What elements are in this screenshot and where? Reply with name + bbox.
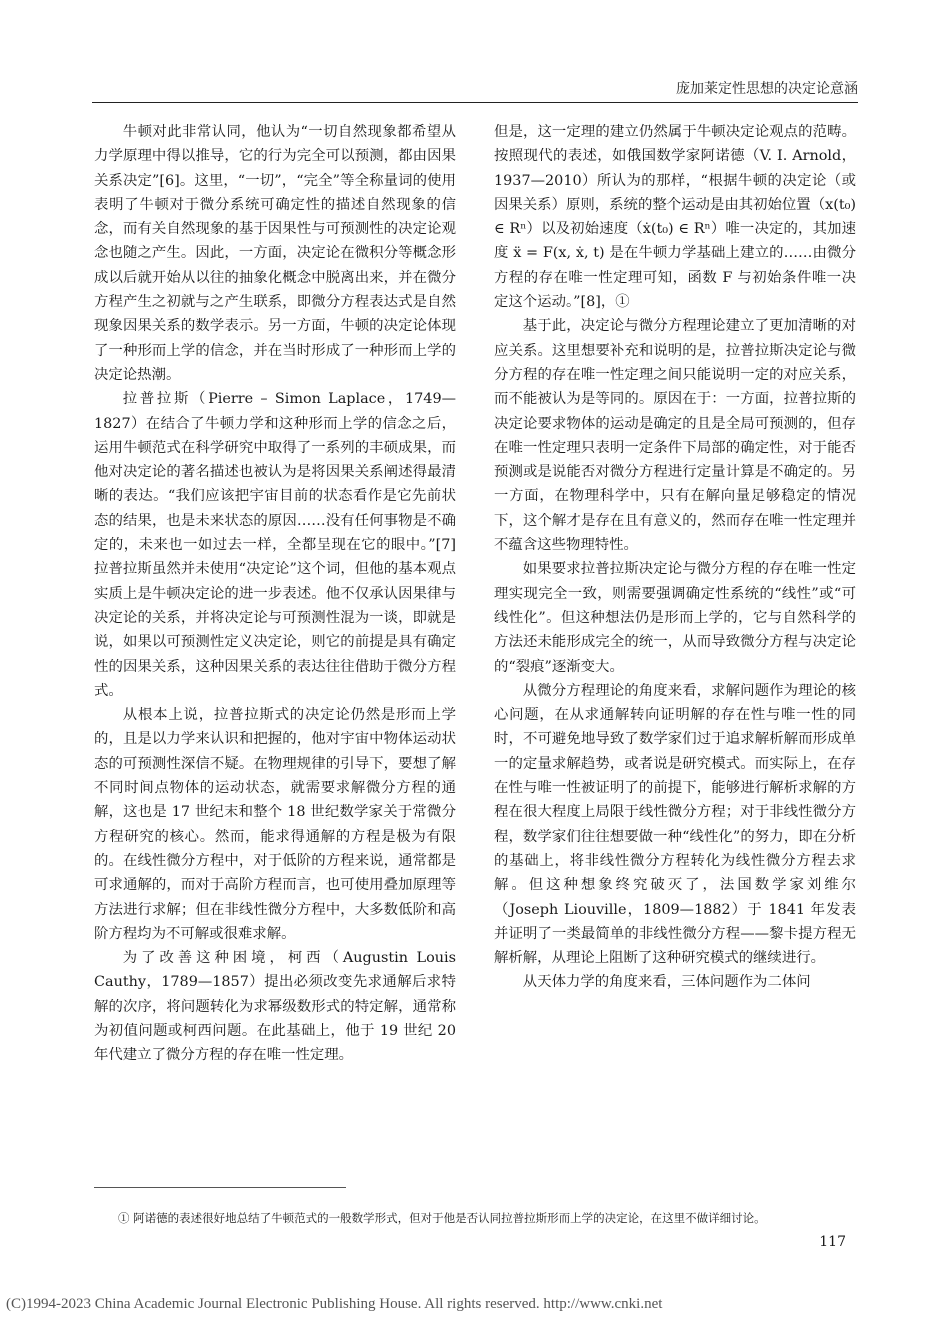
- paragraph: 从微分方程理论的角度来看，求解问题作为理论的核心问题，在从求通解转向证明解的存在性与唯一性的同时，不可避免地导致了数学家们过于追求解析解而形成单一的定量求解趋势，或者说是研究模式。而实际上，在存在性与唯一性被证明了的前提下，能够进行解析求解的方程在很大程度上局限于线性微分方程；对于非线性微分方程，数学家们往往想要做一种“线性化”的努力，即在分析的基础上，将非线性微分方程转化为线性微分方程去求解。但这种想象终究破灭了，法国数学家刘维尔（Joseph Liouville，1809—1882）于 1841 年发表并证明了一类最简单的非线性微分方程——黎卡提方程无解析解，从理论上阻断了这种研究模式的继续进行。: [494, 682, 856, 967]
- running-title: 庞加莱定性思想的决定论意涵: [676, 81, 858, 97]
- paragraph: 从天体力学的角度来看，三体问题作为二体问: [522, 974, 811, 991]
- paragraph: 拉普拉斯（Pierre – Simon Laplace，1749—1827）在结合了牛顿力学和这种形而上学的信念之后，运用牛顿范式在科学研究中取得了一系列的丰硕成果，而他对决定论的著名描述也被认为是将因果关系阐述得最清晰的表达。“我们应该把宇宙目前的状态看作是它先前状态的结果，也是未来状态的原因……没有任何事物是不确定的，未来也一如过去一样，全都呈现在它的眼中。”[7] 拉普拉斯虽然并未使用“决定论”这个词，但他的基本观点实质上是牛顿决定论的进一步表述。他不仅承认因果律与决定论的关系，并将决定论与可预测性混为一谈，即就是说，如果以可预测性定义决定论，则它的前提是具有确定性的因果关系，这种因果关系的表达往往借助于微分方程式。: [94, 391, 456, 699]
- paragraph: 为了改善这种困境，柯西（Augustin Louis Cauthy，1789—1857）提出必须改变先求通解后求特解的次序，将问题转化为求幂级数形式的特定解，通常称为初值问题或柯西问题。在此基础上，他于 19 世纪 20 年代建立了微分方程的存在唯一性定理。: [94, 950, 456, 1064]
- paragraph-continuation: 但是，这一定理的建立仍然属于牛顿决定论观点的范畴。按照现代的表述，如俄国数学家阿诺德（V. I. Arnold，1937—2010）所认为的那样，“根据牛顿的决定论（或因果关系）原则，系统的整个运动是由其初始位置（x(t₀) ∈ Rⁿ）以及初始速度（ẋ(t₀) ∈ Rⁿ）唯一决定的，其加速度 ẍ = F(x, ẋ, t) 是在牛顿力学基础上建立的……由微分方程的存在唯一性定理可知，函数 F 与初始条件唯一决定这个运动。”[8]，①: [494, 124, 856, 311]
- footnote: ① 阿诺德的表述很好地总结了牛顿范式的一般数学形式，但对于他是否认同拉普拉斯形而上学的决定论，在这里不做详细讨论。: [118, 1211, 766, 1225]
- header-rule: [92, 102, 858, 103]
- footnote-rule: [94, 1187, 346, 1188]
- paragraph: 如果要求拉普拉斯决定论与微分方程的存在唯一性定理实现完全一致，则需要强调确定性系统的“线性”或“可线性化”。但这种想法仍是形而上学的，它与自然科学的方法还未能形成完全的统一，从而导致微分方程与决定论的“裂痕”逐渐变大。: [494, 561, 856, 675]
- left-column: [94, 120, 456, 1068]
- right-column: [494, 120, 856, 995]
- paragraph: 从根本上说，拉普拉斯式的决定论仍然是形而上学的，且是以力学来认识和把握的，他对宇宙中物体运动状态的可预测性深信不疑。在物理规律的引导下，要想了解不同时间点物体的运动状态，就需要求解微分方程的通解，这也是 17 世纪末和整个 18 世纪数学家关于常微分方程研究的核心。然而，能求得通解的方程是极为有限的。在线性微分方程中，对于低阶的方程来说，通常都是可求通解的，而对于高阶方程而言，也可使用叠加原理等方法进行求解；但在非线性微分方程中，大多数低阶和高阶方程均为不可解或很难求解。: [94, 707, 456, 942]
- paragraph: 牛顿对此非常认同，他认为“一切自然现象都希望从力学原理中得以推导，它的行为完全可以预测，都由因果关系决定”[6]。这里，“一切”，“完全”等全称量词的使用表明了牛顿对于微分系统可确定性的描述自然现象的信念，而有关自然现象的基于因果性与可预测性的决定论观念也随之产生。因此，一方面，决定论在微积分等概念形成以后就开始从以往的抽象化概念中脱离出来，并在微分方程产生之初就与之产生联系，即微分方程表达式是自然现象因果关系的数学表示。另一方面，牛顿的决定论体现了一种形而上学的信念，并在当时形成了一种形而上学的决定论热潮。: [94, 124, 456, 383]
- paragraph: 基于此，决定论与微分方程理论建立了更加清晰的对应关系。这里想要补充和说明的是，拉普拉斯决定论与微分方程的存在唯一性定理之间只能说明一定的对应关系，而不能被认为是等同的。原因在于：一方面，拉普拉斯的决定论要求物体的运动是确定的且是全局可预测的，但存在唯一性定理只表明一定条件下局部的确定性，对于能否预测或是说能否对微分方程进行定量计算是不确定的。另一方面，在物理科学中，只有在解向量足够稳定的情况下，这个解才是存在且有意义的，然而存在唯一性定理并不蕴含这些物理特性。: [494, 318, 856, 554]
- copyright-notice: (C)1994-2023 China Academic Journal Electronic Publishing House. All rights reserved. http://www.cnki.net: [6, 1296, 663, 1312]
- page-number: 117: [819, 1234, 846, 1250]
